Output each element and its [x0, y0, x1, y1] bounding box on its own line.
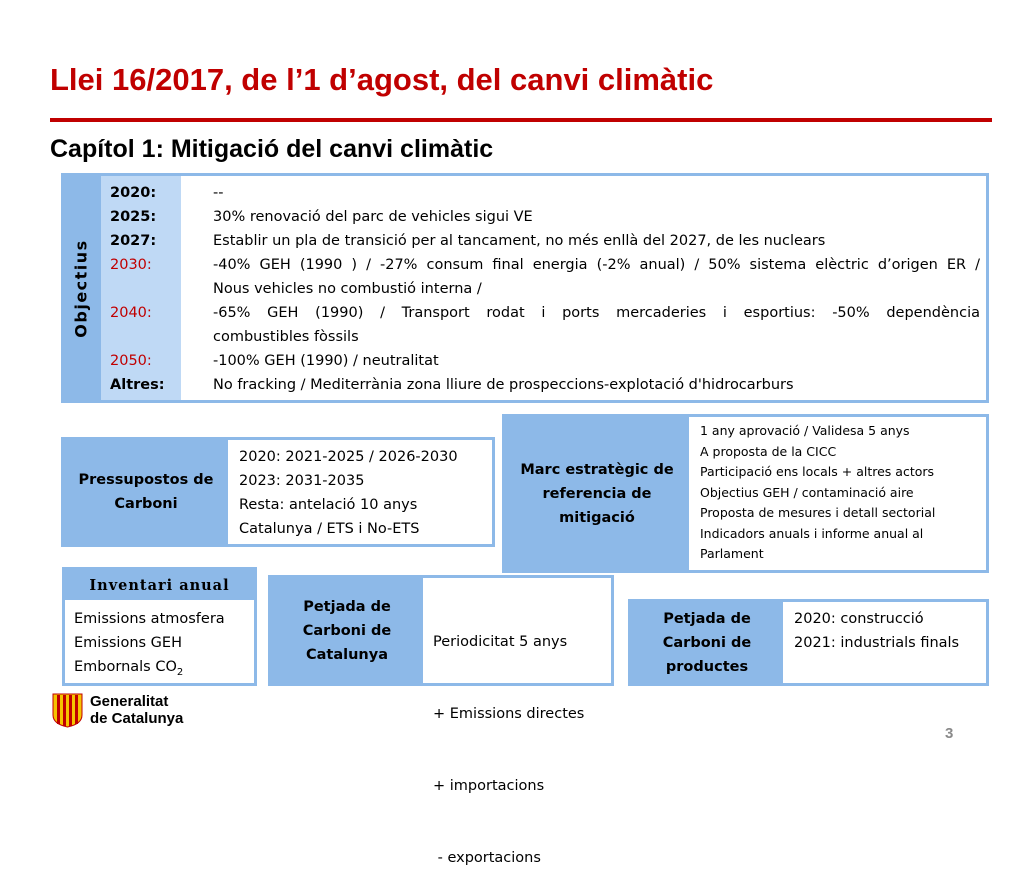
title-divider [50, 118, 992, 122]
marc-label: Marc estratègic de referencia de mitigació [505, 417, 689, 570]
objectius-row-2040-cont: combustibles fòssils [213, 329, 359, 345]
page-number: 3 [945, 725, 954, 742]
objectius-list [110, 181, 980, 397]
pressupostos-details: 2020: 2021-2025 / 2026-2030 2023: 2031-2035 Resta: antelació 10 anys Catalunya / ETS i No-ETS [239, 449, 458, 537]
petjada-catalunya-label: Petjada de Carboni de Catalunya [271, 578, 423, 683]
objectius-row-2030: 2030: -40% GEH (1990 ) / -27% consum final energia (-2% anual) / 50% sistema elèctric d’origen ER / [110, 257, 980, 273]
chapter-subtitle: Capítol 1: Mitigació del canvi climàtic [50, 135, 494, 163]
objectius-row-2027: 2027: Establir un pla de transició per al tancament, no més enllà del 2027, de les nuclears [110, 233, 826, 249]
objectius-row-altres: Altres: No fracking / Mediterrània zona lliure de prospeccions-explotació d'hidrocarburs [110, 377, 794, 393]
objectius-row-2050: 2050: -100% GEH (1990) / neutralitat [110, 353, 439, 369]
petjada-catalunya-details: Periodicitat 5 anys + Emissions directes + importacions - exportacions [433, 634, 585, 866]
objectius-row-2020: 2020: -- [110, 185, 224, 201]
petjada-productes-label: Petjada de Carboni de productes [631, 602, 783, 683]
objectius-row-2040: 2040: -65% GEH (1990) / Transport rodat i ports mercaderies i esportius: -50% dependència [110, 305, 980, 321]
page-title: Llei 16/2017, de l’1 d’agost, del canvi climàtic [50, 62, 714, 97]
petjada-productes-details: 2020: construcció 2021: industrials finals [794, 611, 960, 651]
pressupostos-label: Pressupostos de Carboni [64, 440, 228, 544]
objectius-row-2025: 2025: 30% renovació del parc de vehicles sigui VE [110, 209, 533, 225]
inventari-header: Inventari anual [65, 570, 254, 600]
generalitat-logo-text: Generalitat de Catalunya [90, 693, 184, 727]
marc-details: 1 any aprovació / Validesa 5 anys A proposta de la CICC Participació ens locals + altres actors Objectius GEH / contaminació aire Proposta de mesures i detall sectorial Indicadors anuals i informe anual al Parlament [700, 423, 936, 561]
inventari-details: Emissions atmosfera Emissions GEH Embornals $CO_2$ [74, 611, 225, 678]
objectius-row-2030-cont: Nous vehicles no combustió interna / [213, 281, 482, 297]
generalitat-logo-icon [52, 693, 83, 728]
objectius-side-label: Objectius [71, 238, 91, 338]
